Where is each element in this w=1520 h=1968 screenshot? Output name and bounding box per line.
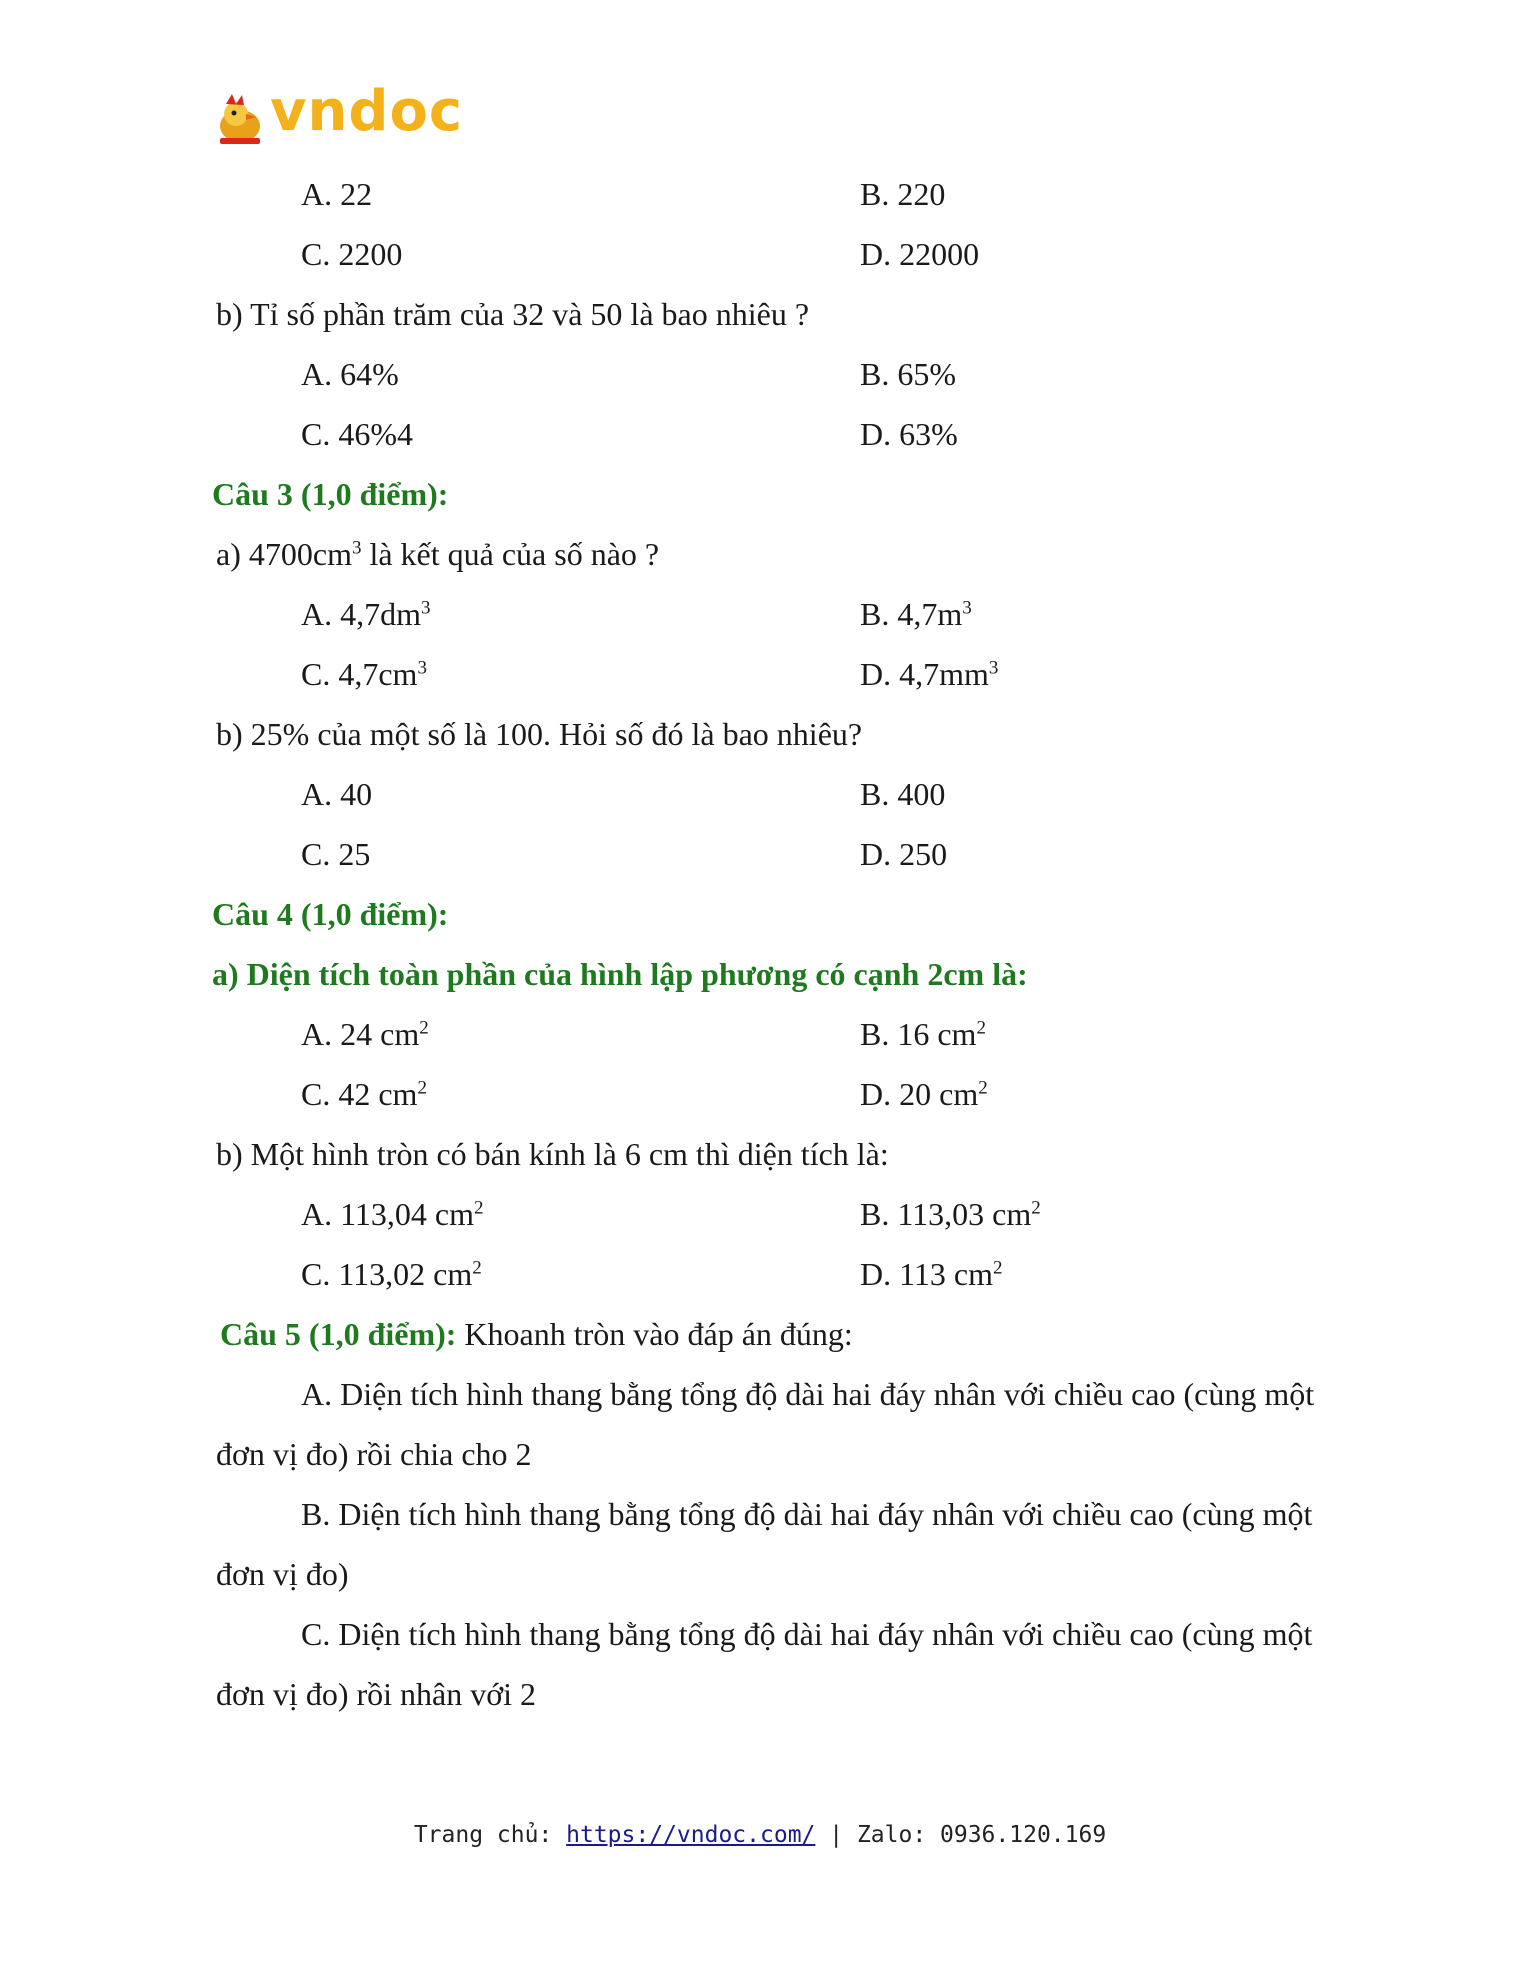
q2b-option-d: D. 63% <box>860 416 958 452</box>
q3b-option-c: C. 25 <box>301 836 371 872</box>
q2a-option-a: A. 22 <box>301 176 373 212</box>
q4a-option-a: A. 24 $cm^2$ <box>301 1016 429 1052</box>
q2a-option-d: D. 22000 <box>860 236 980 272</box>
q2b-question: b) Tỉ số phần trăm của 32 và 50 là bao nhiêu ? <box>216 296 810 332</box>
q5-heading: Câu 5 (1,0 điểm): <box>220 1316 457 1352</box>
q2a-option-b: B. 220 <box>860 176 946 212</box>
q4b-option-a: A. 113,04 $cm^2$ <box>301 1196 484 1232</box>
q4a-option-d: D. 20 $cm^2$ <box>860 1076 988 1112</box>
q3b-option-d: D. 250 <box>860 836 948 872</box>
q5-option-b-line2: đơn vị đo) <box>216 1556 349 1592</box>
q4a-option-b: B. 16 $cm^2$ <box>860 1016 986 1052</box>
q4b-option-c: C. 113,02 $cm^2$ <box>301 1256 482 1292</box>
q2a-option-c: C. 2200 <box>301 236 403 272</box>
q3b-question: b) 25% của một số là 100. Hỏi số đó là bao nhiêu? <box>216 716 863 752</box>
q3a-option-d: D. $4,7mm^3$ <box>860 656 999 692</box>
q4-heading: Câu 4 (1,0 điểm): <box>212 896 449 932</box>
q4a-question: a) Diện tích toàn phần của hình lập phương có cạnh 2cm là: <box>212 956 1028 992</box>
logo-wordmark: vndoc <box>270 79 464 144</box>
zalo-contact: Zalo: 0936.120.169 <box>856 1822 1107 1848</box>
q3a-question: a) $4700cm^3$ là kết quả của số nào ? <box>216 536 660 572</box>
q5-option-b-line1: B. Diện tích hình thang bằng tổng độ dài hai đáy nhân với chiều cao (cùng một <box>301 1496 1313 1532</box>
q3b-option-b: B. 400 <box>860 776 946 812</box>
q4b-option-b: B. 113,03 $cm^2$ <box>860 1196 1041 1232</box>
q3b-option-a: A. 40 <box>301 776 373 812</box>
vndoc-logo <box>212 79 464 148</box>
q5-option-a-line1: A. Diện tích hình thang bằng tổng độ dài hai đáy nhân với chiều cao (cùng một <box>301 1376 1315 1412</box>
q5-heading-line <box>220 1314 853 1354</box>
homepage-link[interactable]: https://vndoc.com/ <box>566 1822 816 1848</box>
q5-option-c-line1: C. Diện tích hình thang bằng tổng độ dài hai đáy nhân với chiều cao (cùng một <box>301 1616 1313 1652</box>
q3a-option-b: B. $4,7m^3$ <box>860 596 972 632</box>
q3-heading: Câu 3 (1,0 điểm): <box>212 476 449 512</box>
q4b-option-d: D. 113 $cm^2$ <box>860 1256 1003 1292</box>
page-footer: Trang chủ: https://vndoc.com/ | Zalo: 0936.120.169 <box>413 1822 1107 1848</box>
q3a-option-a: A. $4,7dm^3$ <box>301 596 431 632</box>
q5-option-c-line2: đơn vị đo) rồi nhân với 2 <box>216 1676 537 1712</box>
mascot-icon <box>212 92 268 148</box>
q2b-option-b: B. 65% <box>860 356 956 392</box>
q3a-option-c: C. $4,7cm^3$ <box>301 656 427 692</box>
q4b-question: b) Một hình tròn có bán kính là 6 cm thì diện tích là: <box>216 1136 889 1172</box>
q5-option-a-line2: đơn vị đo) rồi chia cho 2 <box>216 1436 532 1472</box>
q2b-option-c: C. 46%4 <box>301 416 413 452</box>
q4a-option-c: C. 42 $cm^2$ <box>301 1076 427 1112</box>
q5-instruction: Khoanh tròn vào đáp án đúng: <box>456 1316 853 1352</box>
q2b-option-a: A. 64% <box>301 356 399 392</box>
